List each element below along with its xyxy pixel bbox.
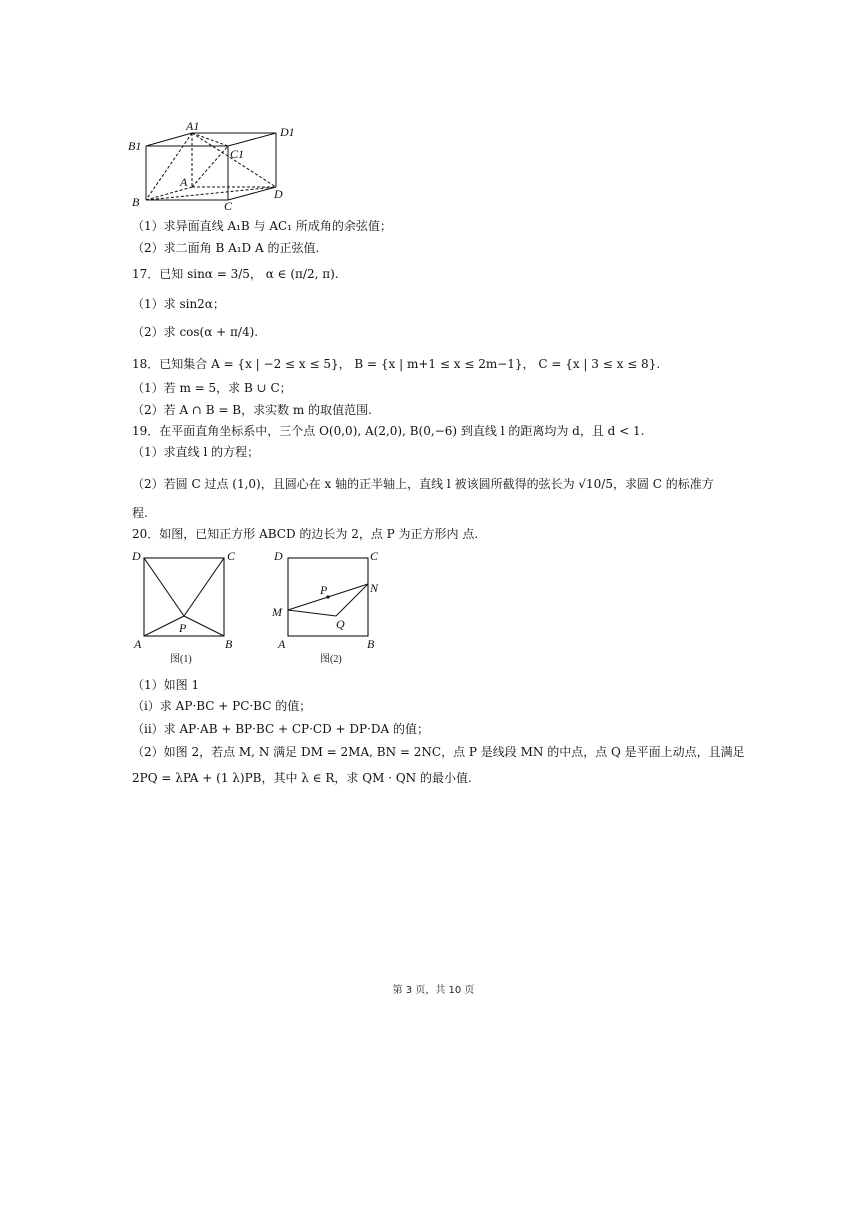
square2-label: D [274, 549, 283, 563]
prism-label: B [132, 195, 140, 209]
problem20-part1-ii: （ii）求 AP·AB + BP·BC + CP·CD + DP·DA 的值； [132, 722, 429, 736]
square2-label: M [272, 605, 282, 619]
square-figure-1 [130, 548, 240, 666]
problem17-stem: 17．已知 sinα = 3/5， α ∈ (π/2, π). [132, 267, 339, 281]
square1-label: P [179, 621, 187, 635]
problem20-part2: （2）如图 2，若点 M, N 满足 DM = 2MA, BN = 2NC，点 P 是线段 MN 的中点，点 Q 是平面上动点，且满足 [132, 745, 745, 759]
problem17-part1: （1）求 sin2α； [132, 297, 225, 311]
problem20-part2-cont: 2PQ = λPA + (1 λ)PB，其中 λ ∈ R，求 QM · QN 的最小值. [132, 771, 472, 785]
square2-caption: 图(2) [320, 654, 342, 665]
square1-label: C [227, 549, 236, 563]
prism-label: C1 [230, 147, 245, 161]
problem20-stem: 20．如图，已知正方形 ABCD 的边长为 2，点 P 为正方形内 点. [132, 527, 479, 541]
square2-label: P [320, 583, 328, 597]
square2-label: Q [336, 617, 345, 631]
prism-label: A [180, 175, 188, 189]
prism-label: B1 [128, 139, 142, 153]
square1-label: D [132, 549, 141, 563]
square1-label: A [134, 637, 142, 651]
problem19-part2-cont: 程. [132, 506, 148, 520]
square2-label: B [367, 637, 375, 651]
square1-caption: 图(1) [170, 654, 192, 665]
page-footer: 第 3 页，共 10 页 [392, 985, 475, 996]
problem18-stem: 18．已知集合 A = {x | −2 ≤ x ≤ 5}， B = {x | m+1 ≤ x ≤ 2m−1}， C = {x | 3 ≤ x ≤ 8}. [132, 357, 661, 371]
problem19-part2: （2）若圆 C 过点 (1,0)，且圆心在 x 轴的正半轴上，直线 l 被该圆所截得的弦长为 √10/5，求圆 C 的标准方 [132, 477, 714, 491]
problem16-part1: （1）求异面直线 A₁B 与 AC₁ 所成角的余弦值； [132, 219, 392, 233]
prism-label: C [224, 199, 233, 210]
problem18-part2: （2）若 A ∩ B = B，求实数 m 的取值范围. [132, 403, 372, 417]
problem19-part1: （1）求直线 l 的方程； [132, 445, 260, 459]
problem17-part2: （2）求 cos(α + π/4). [132, 325, 259, 339]
square2-label: N [370, 581, 379, 595]
prism-label: D [274, 187, 283, 201]
problem19-stem: 19．在平面直角坐标系中，三个点 O(0,0), A(2,0), B(0,−6) 到直线 l 的距离均为 d，且 d < 1. [132, 424, 645, 438]
problem16-part2: （2）求二面角 B A₁D A 的正弦值. [132, 241, 320, 255]
square2-label: A [278, 637, 286, 651]
prism-label: A1 [186, 119, 200, 133]
square-figure-2 [270, 548, 385, 666]
square2-label: C [370, 549, 379, 563]
prism-label: D1 [280, 125, 295, 139]
prism-figure [128, 118, 298, 210]
problem18-part1: （1）若 m = 5，求 B ∪ C； [132, 381, 292, 395]
square1-label: B [225, 637, 233, 651]
problem20-part1-i: （i）求 AP·BC + PC·BC 的值； [132, 699, 312, 713]
problem20-part1: （1）如图 1 [132, 678, 200, 692]
